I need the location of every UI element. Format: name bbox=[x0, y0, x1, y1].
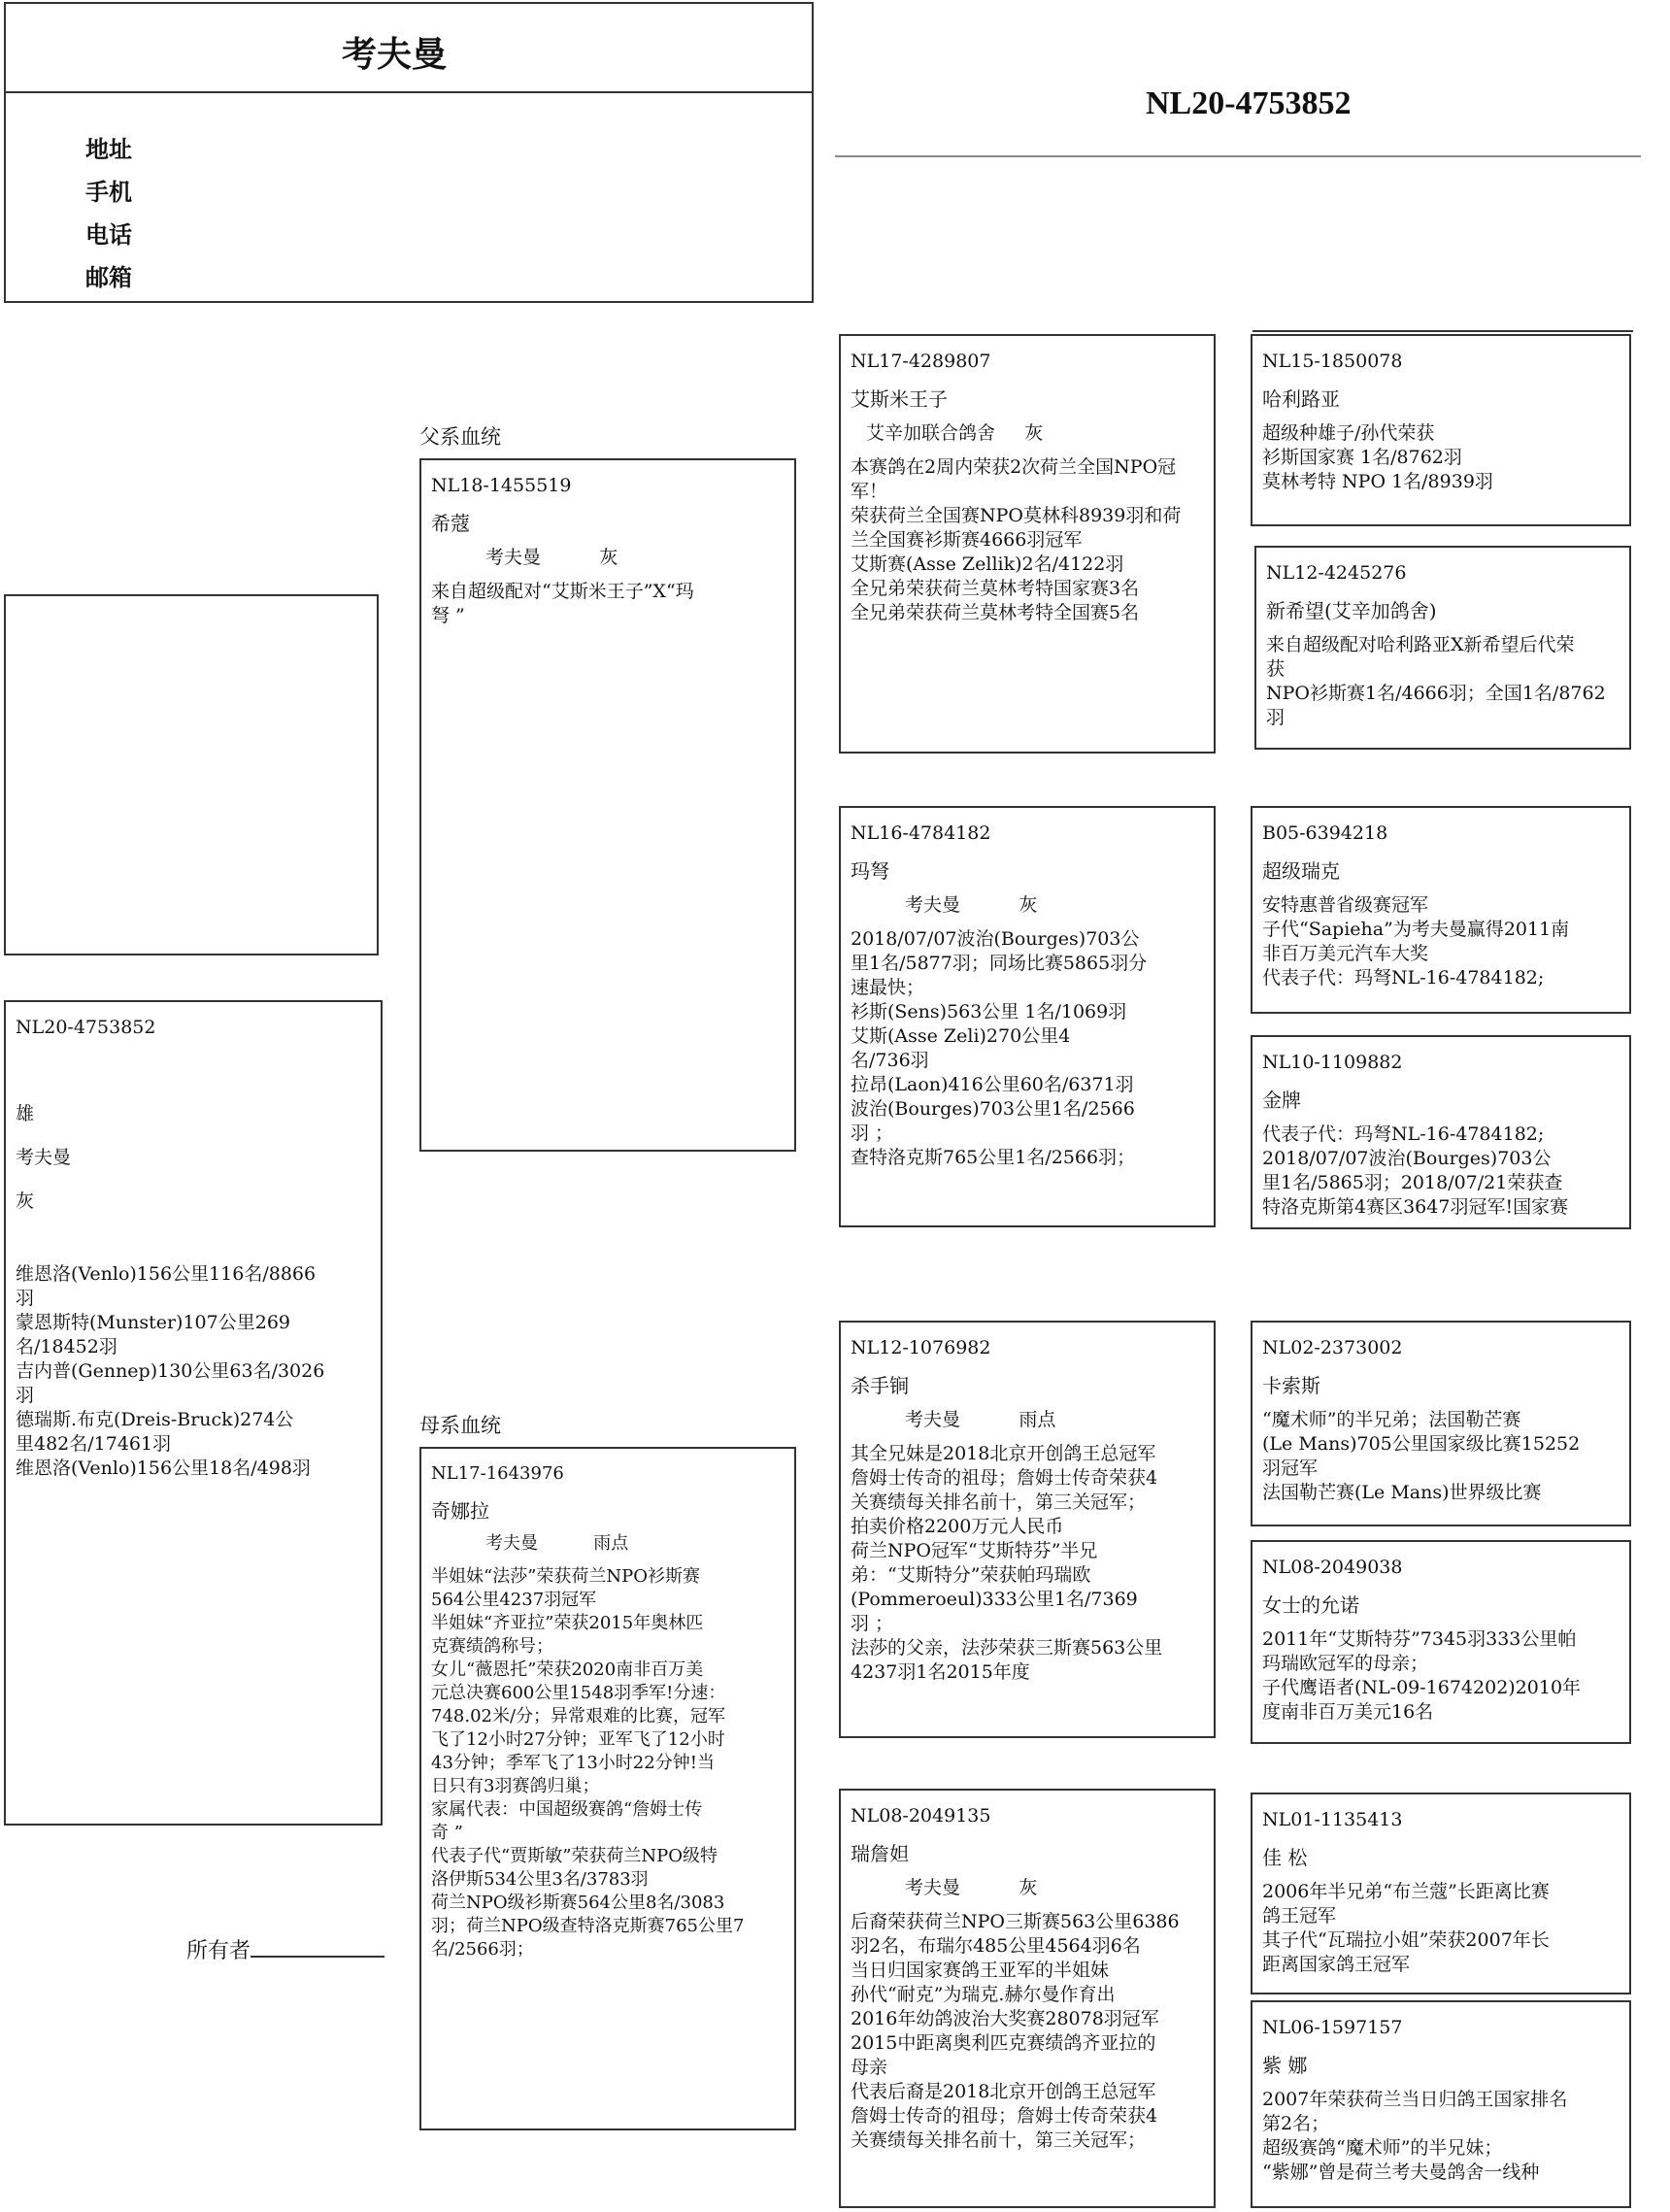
ggp5-ring: NL02-2373002 bbox=[1262, 1337, 1403, 1358]
grandparent-card-4 bbox=[839, 1789, 1216, 2208]
ring-number-heading: NL20-4753852 bbox=[1146, 85, 1352, 121]
owner-info-box bbox=[4, 2, 814, 303]
ggp6-name: 女士的允诺 bbox=[1262, 1593, 1359, 1617]
ggp1-description: 超级种雄子/孙代荣获 衫斯国家赛 1名/8762羽 莫林考特 NPO 1名/8939羽 bbox=[1262, 422, 1493, 492]
owner-label: 所有者 bbox=[186, 1939, 251, 1963]
dam-name: 奇娜拉 bbox=[431, 1499, 489, 1523]
contact-email-label: 邮箱 bbox=[85, 264, 132, 291]
subject-breeder: 考夫曼 bbox=[16, 1147, 72, 1168]
ggp8-name: 紫 娜 bbox=[1262, 2054, 1308, 2077]
ggp6-ring: NL08-2049038 bbox=[1262, 1557, 1403, 1578]
ggp4-name: 金牌 bbox=[1262, 1089, 1301, 1112]
great-grandparent-card-3 bbox=[1251, 806, 1631, 1014]
ggp8-ring: NL06-1597157 bbox=[1262, 2017, 1403, 2038]
dam-ring: NL17-1643976 bbox=[431, 1463, 564, 1484]
contact-phone-label: 电话 bbox=[85, 221, 132, 249]
ggp2-ring: NL12-4245276 bbox=[1266, 562, 1407, 584]
photo-placeholder bbox=[4, 594, 379, 955]
owner-signature-line bbox=[250, 1956, 384, 1958]
ggp5-description: “魔术师”的半兄弟；法国勒芒赛 (Le Mans)705公里国家级比赛15252 羽冠军 法国勒芒赛(Le Mans)世界级比赛 bbox=[1262, 1409, 1581, 1503]
dam-breeder-color: 考夫曼 雨点 bbox=[485, 1533, 629, 1554]
subject-pigeon-card bbox=[4, 1000, 383, 1826]
subject-color: 灰 bbox=[16, 1190, 35, 1212]
ggp1-name: 哈利路亚 bbox=[1262, 387, 1340, 411]
great-grandparent-card-6 bbox=[1251, 1540, 1631, 1744]
grandparent-card-3 bbox=[839, 1321, 1216, 1738]
sire-breeder-color: 考夫曼 灰 bbox=[485, 547, 618, 568]
ggp3-ring: B05-6394218 bbox=[1262, 822, 1388, 844]
gp2-ring: NL16-4784182 bbox=[851, 822, 991, 844]
ggp5-name: 卡索斯 bbox=[1262, 1374, 1320, 1397]
great-grandparent-card-5 bbox=[1251, 1321, 1631, 1526]
gp2-breeder-color: 考夫曼 灰 bbox=[905, 894, 1038, 916]
sire-line-label: 父系血统 bbox=[419, 425, 501, 449]
sire-name: 希蔻 bbox=[431, 512, 470, 535]
gp3-breeder-color: 考夫曼 雨点 bbox=[905, 1409, 1056, 1430]
ggp8-description: 2007年荣获荷兰当日归鸽王国家排名 第2名； 超级赛鸽“魔术师”的半兄妹； “紫娜”曾是荷兰考夫曼鸽舍一线种 bbox=[1262, 2089, 1568, 2183]
contact-mobile-label: 手机 bbox=[85, 179, 132, 206]
gp1-breeder-color: 艾辛加联合鸽舍 灰 bbox=[866, 422, 1044, 444]
ggp3-name: 超级瑞克 bbox=[1262, 859, 1340, 883]
ggp6-description: 2011年“艾斯特芬”7345羽333公里帕 玛瑞欧冠军的母亲； 子代鹰语者(NL-09-1674202)2010年 度南非百万美元16名 bbox=[1262, 1628, 1582, 1723]
gp1-name: 艾斯米王子 bbox=[851, 387, 948, 411]
great-grandparent-card-8 bbox=[1251, 2000, 1631, 2208]
gp3-ring: NL12-1076982 bbox=[851, 1337, 991, 1358]
subject-sex: 雄 bbox=[16, 1103, 35, 1124]
sire-ring: NL18-1455519 bbox=[431, 475, 572, 496]
ggp4-ring: NL10-1109882 bbox=[1262, 1052, 1403, 1073]
ggp1-top-rule bbox=[1252, 330, 1633, 332]
ggp1-ring: NL15-1850078 bbox=[1262, 351, 1403, 372]
gp3-description: 其全兄妹是2018北京开创鸽王总冠军 詹姆士传奇的祖母；詹姆士传奇荣获4 关赛绩每关排名前十，第三关冠军； 拍卖价格2200万元人民币 荷兰NPO冠军“艾斯特芬”半兄 弟：“艾斯特分”荣获帕玛瑞欧 (Pommeroeul)333公里1名/7369 羽 ； 法莎的父亲，法莎荣获三斯赛563公里 4237羽1名2015年度 bbox=[851, 1443, 1163, 1683]
dam-description: 半姐妹“法莎”荣获荷兰NPO衫斯赛 564公里4237羽冠军 半姐妹“齐亚拉”荣获2015年奥林匹 克赛绩鸽称号； 女儿“薇恩托”荣获2020南非百万美 元总决赛600公里1548羽季军!分速： 748.02米/分；异常艰难的比赛，冠军 飞了12小时27分钟；亚军飞了12小时 43分钟；季军飞了13小时22分钟!当 日只有3羽赛鸽归巢； 家属代表：中国超级赛鸽“詹姆士传 奇 ” 代表子代“贾斯敏”荣获荷兰NPO级特 洛伊斯534公里3名/3783羽 荷兰NPO级衫斯赛564公里8名/3083 羽；荷兰NPO级查特洛克斯赛765公里7 名/2566羽； bbox=[431, 1566, 745, 1960]
ggp7-name: 佳 松 bbox=[1262, 1846, 1308, 1869]
dam-card bbox=[419, 1447, 796, 2130]
sire-description: 来自超级配对“艾斯米王子”X“玛 弩 ” bbox=[431, 581, 694, 626]
subject-results: 维恩洛(Venlo)156公里116名/8866 羽 蒙恩斯特(Munster)107公里269 名/18452羽 吉内普(Gennep)130公里63名/3026 羽 德瑞斯.布克(Dreis-Bruck)274公 里482名/17461羽 维恩洛(Venlo)156公里18名/498羽 bbox=[16, 1263, 325, 1479]
grandparent-card-1 bbox=[839, 334, 1216, 754]
gp4-description: 后裔荣获荷兰NPO三斯赛563公里6386 羽2名，布瑞尔485公里4564羽6名 当日归国家赛鸽王亚军的半姐妹 孙代“耐克”为瑞克.赫尔曼作育出 2016年幼鸽波治大奖赛28078羽冠军 2015中距离奥利匹克赛绩鸽齐亚拉的 母亲 代表后裔是2018北京开创鸽王总冠军 詹姆士传奇的祖母；詹姆士传奇荣获4 关赛绩每关排名前十，第三关冠军； bbox=[851, 1911, 1180, 2151]
sire-card bbox=[419, 458, 796, 1152]
header-divider bbox=[6, 91, 812, 93]
ggp2-description: 来自超级配对哈利路亚X新希望后代荣 获 NPO衫斯赛1名/4666羽；全国1名/8762 羽 bbox=[1266, 634, 1606, 728]
gp1-ring: NL17-4289807 bbox=[851, 351, 991, 372]
gp1-description: 本赛鸽在2周内荣获2次荷兰全国NPO冠 军！ 荣获荷兰全国赛NPO莫林科8939羽和荷 兰全国赛衫斯赛4666羽冠军 艾斯赛(Asse Zellik)2名/4122羽 全兄弟荣获荷兰莫林考特国家赛3名 全兄弟荣获荷兰莫林考特全国赛5名 bbox=[851, 456, 1182, 623]
ggp4-description: 代表子代：玛弩NL-16-4784182; 2018/07/07波治(Bourges)703公 里1名/5865羽；2018/07/21荣获查 特洛克斯第4赛区3647羽冠军!国家赛 bbox=[1262, 1123, 1569, 1218]
great-grandparent-card-7 bbox=[1251, 1793, 1631, 1994]
ggp7-ring: NL01-1135413 bbox=[1262, 1809, 1403, 1830]
gp3-name: 杀手锏 bbox=[851, 1374, 909, 1397]
ggp7-description: 2006年半兄弟“布兰蔻”长距离比赛 鸽王冠军 其子代“瓦瑞拉小姐”荣获2007年长 距离国家鸽王冠军 bbox=[1262, 1881, 1550, 1975]
contact-address-label: 地址 bbox=[85, 136, 132, 163]
gp2-description: 2018/07/07波治(Bourges)703公 里1名/5877羽；同场比赛5865羽分 速最快； 衫斯(Sens)563公里 1名/1069羽 艾斯(Asse Zeli)270公里4 名/736羽 拉昂(Laon)416公里60名/6371羽 波治(Bourges)703公里1名/2566 羽 ； 查特洛克斯765公里1名/2566羽； bbox=[851, 928, 1148, 1168]
great-grandparent-card-1 bbox=[1251, 334, 1631, 526]
subject-ring: NL20-4753852 bbox=[16, 1017, 156, 1038]
owner-title: 考夫曼 bbox=[341, 35, 447, 75]
gp2-name: 玛弩 bbox=[851, 859, 889, 883]
gp4-name: 瑞詹妲 bbox=[851, 1842, 909, 1865]
grandparent-card-2 bbox=[839, 806, 1216, 1227]
ggp2-name: 新希望(艾辛加鸽舍) bbox=[1266, 599, 1437, 622]
gp4-breeder-color: 考夫曼 灰 bbox=[905, 1877, 1038, 1898]
great-grandparent-card-4 bbox=[1251, 1035, 1631, 1229]
great-grandparent-card-2 bbox=[1254, 546, 1631, 750]
ggp3-description: 安特惠普省级赛冠军 子代“Sapieha”为考夫曼赢得2011南 非百万美元汽车大奖 代表子代：玛弩NL-16-4784182; bbox=[1262, 894, 1570, 989]
gp4-ring: NL08-2049135 bbox=[851, 1805, 991, 1827]
dam-line-label: 母系血统 bbox=[419, 1414, 501, 1437]
ring-number-underline bbox=[835, 155, 1641, 157]
